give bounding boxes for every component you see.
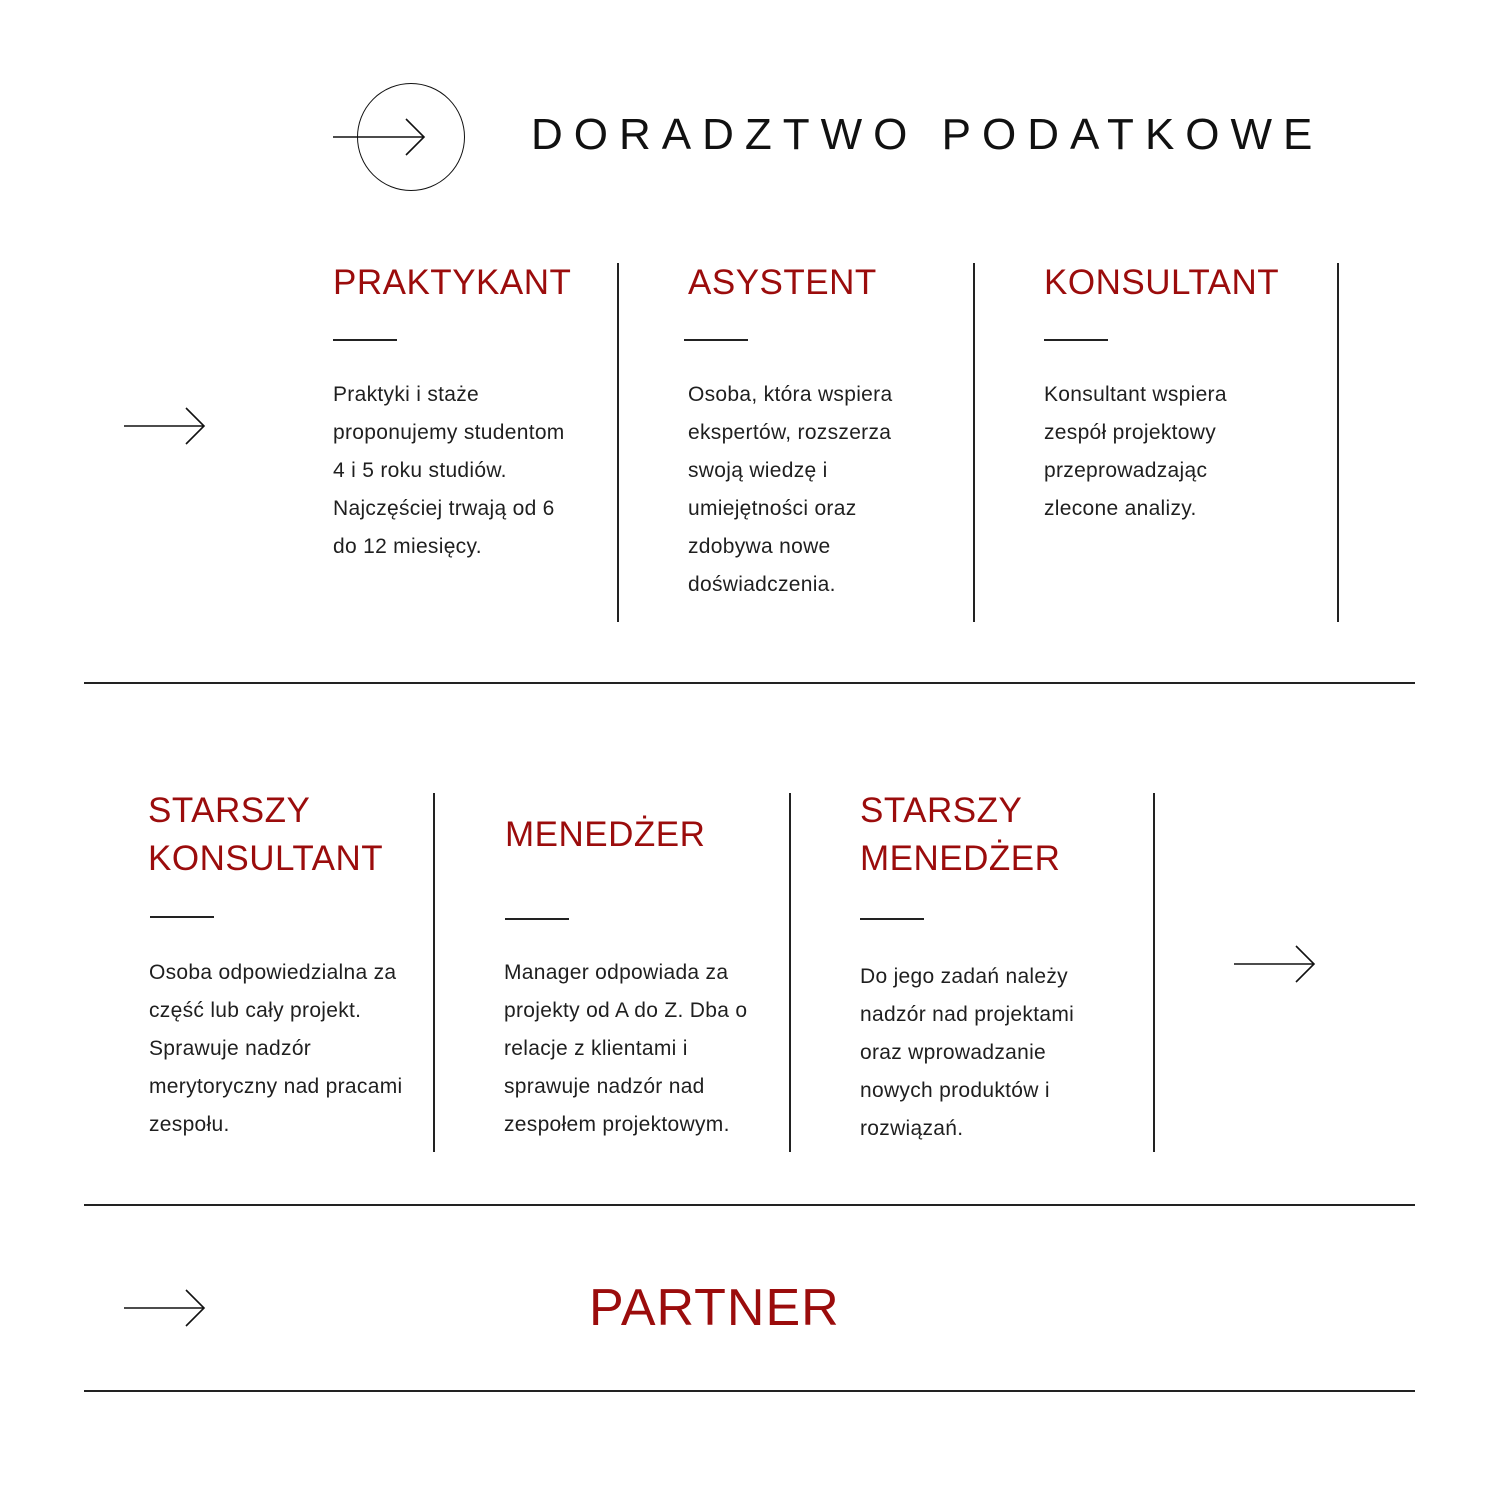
section-divider — [84, 1204, 1415, 1206]
role-description-starszy-konsultant: Osoba odpowiedzialna za część lub cały projekt. Sprawuje nadzór merytoryczny nad pracami zespołu. — [149, 961, 403, 1136]
column-divider — [617, 263, 619, 622]
section-divider — [84, 1390, 1415, 1392]
section-divider — [84, 682, 1415, 684]
arrow-right-icon — [122, 1288, 212, 1328]
role-title-konsultant: KONSULTANT — [1044, 263, 1280, 302]
divider — [505, 918, 569, 920]
column-divider — [973, 263, 975, 622]
divider — [150, 916, 214, 918]
role-description-starszy-menedzer: Do jego zadań należy nadzór nad projektami oraz wprowadzanie nowych produktów i rozwiązań. — [860, 965, 1075, 1140]
column-divider — [433, 793, 435, 1152]
role-description-praktykant: Praktyki i staże proponujemy studentom 4 i 5 roku studiów. Najczęściej trwają od 6 do 12 miesięcy. — [333, 383, 565, 558]
column-divider — [789, 793, 791, 1152]
divider — [684, 339, 748, 341]
divider — [860, 918, 924, 920]
arrow-right-icon — [330, 117, 430, 157]
arrow-right-icon — [122, 406, 212, 446]
role-title-partner: PARTNER — [589, 1279, 840, 1337]
arrow-right-icon — [1232, 944, 1322, 984]
role-title-praktykant: PRAKTYKANT — [333, 263, 572, 302]
divider — [333, 339, 397, 341]
divider — [1044, 339, 1108, 341]
role-title-asystent: ASYSTENT — [688, 263, 877, 302]
role-description-konsultant: Konsultant wspiera zespół projektowy przeprowadzając zlecone analizy. — [1044, 383, 1227, 520]
role-description-menedzer: Manager odpowiada za projekty od A do Z. Dba o relacje z klientami i sprawuje nadzór nad zespołem projektowym. — [504, 961, 748, 1136]
column-divider — [1337, 263, 1339, 622]
role-description-asystent: Osoba, która wspiera ekspertów, rozszerza swoją wiedzę i umiejętności oraz zdobywa nowe doświadczenia. — [688, 383, 893, 596]
column-divider — [1153, 793, 1155, 1152]
role-title-starszy-menedzer: STARSZY MENEDŻER — [860, 791, 1061, 878]
page-title: DORADZTWO PODATKOWE — [531, 110, 1324, 159]
role-title-starszy-konsultant: STARSZY KONSULTANT — [148, 791, 384, 878]
role-title-menedzer: MENEDŻER — [505, 815, 706, 854]
